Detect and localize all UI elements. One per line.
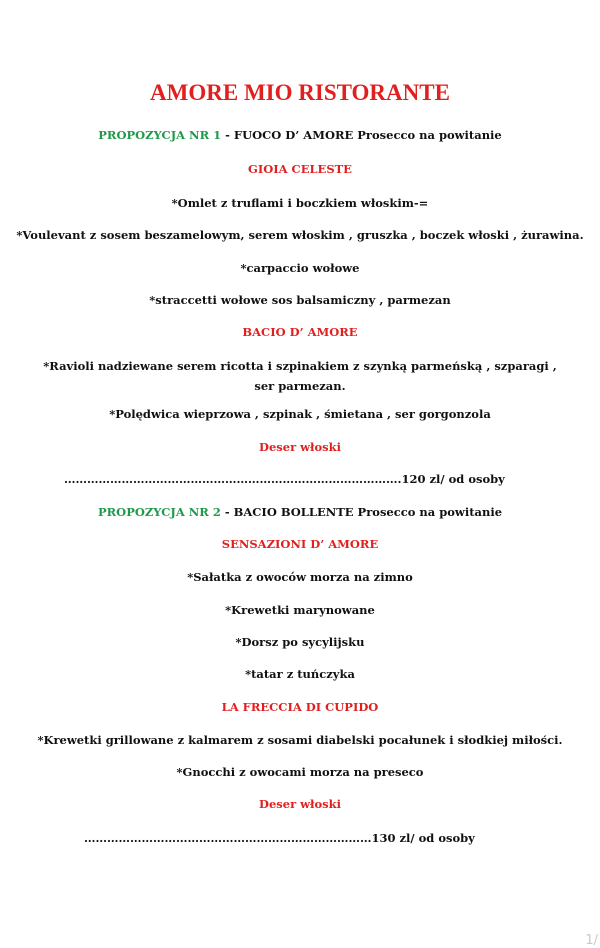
menu-item: *Ravioli nadziewane serem ricotta i szpinakiem z szynką parmeńską , szparagi , ser parmezan. [43,359,557,393]
proposal-1-intro: - FUOCO D’ AMORE Prosecco na powitanie [221,128,502,142]
proposal-2-header [0,505,600,519]
menu-item: *Krewetki grillowane z kalmarem z sosami diabelski pocałunek i słodkiej miłości. [37,733,563,747]
section-la-freccia-di-cupido: LA FRECCIA DI CUPIDO [221,700,379,714]
menu-item: *Sałatka z owoców morza na zimno [187,570,413,584]
menu-item: *Gnocchi z owocami morza na preseco [176,765,424,779]
dessert-label: Deser włoski [259,440,341,454]
price-line: …………………………………………………………………130 zl/ od osoby [84,831,475,845]
menu-item: *Omlet z truflami i boczkiem włoskim-= [171,196,429,210]
dessert-label: Deser włoski [259,797,341,811]
restaurant-title: AMORE MIO RISTORANTE [150,80,450,105]
section-gioia-celeste: GIOIA CELESTE [248,162,352,176]
page-indicator: 1/ [585,933,598,948]
proposal-2-intro: - BACIO BOLLENTE Prosecco na powitanie [220,505,503,519]
menu-item: *carpaccio wołowe [240,261,360,275]
section-sensazioni-d-amore: SENSAZIONI D’ AMORE [221,537,379,551]
menu-item: *Polędwica wieprzowa , szpinak , śmietana , ser gorgonzola [109,407,491,421]
section-bacio-d-amore: BACIO D’ AMORE [242,325,358,339]
menu-item: *Voulevant z sosem beszamelowym, serem włoskim , gruszka , boczek włoski , żurawina. [16,228,584,242]
menu-item: *straccetti wołowe sos balsamiczny , parmezan [149,293,451,307]
menu-item: *Dorsz po sycylijsku [235,635,365,649]
proposal-1-label: PROPOZYCJA NR 1 [98,128,222,142]
price-line: …………………………………………………………………………….120 zl/ od osoby [64,472,505,486]
menu-item: *tatar z tuńczyka [245,667,355,681]
menu-item: *Krewetki marynowane [225,603,375,617]
proposal-2-label: PROPOZYCJA NR 2 [97,505,221,519]
proposal-1-header [0,128,600,142]
